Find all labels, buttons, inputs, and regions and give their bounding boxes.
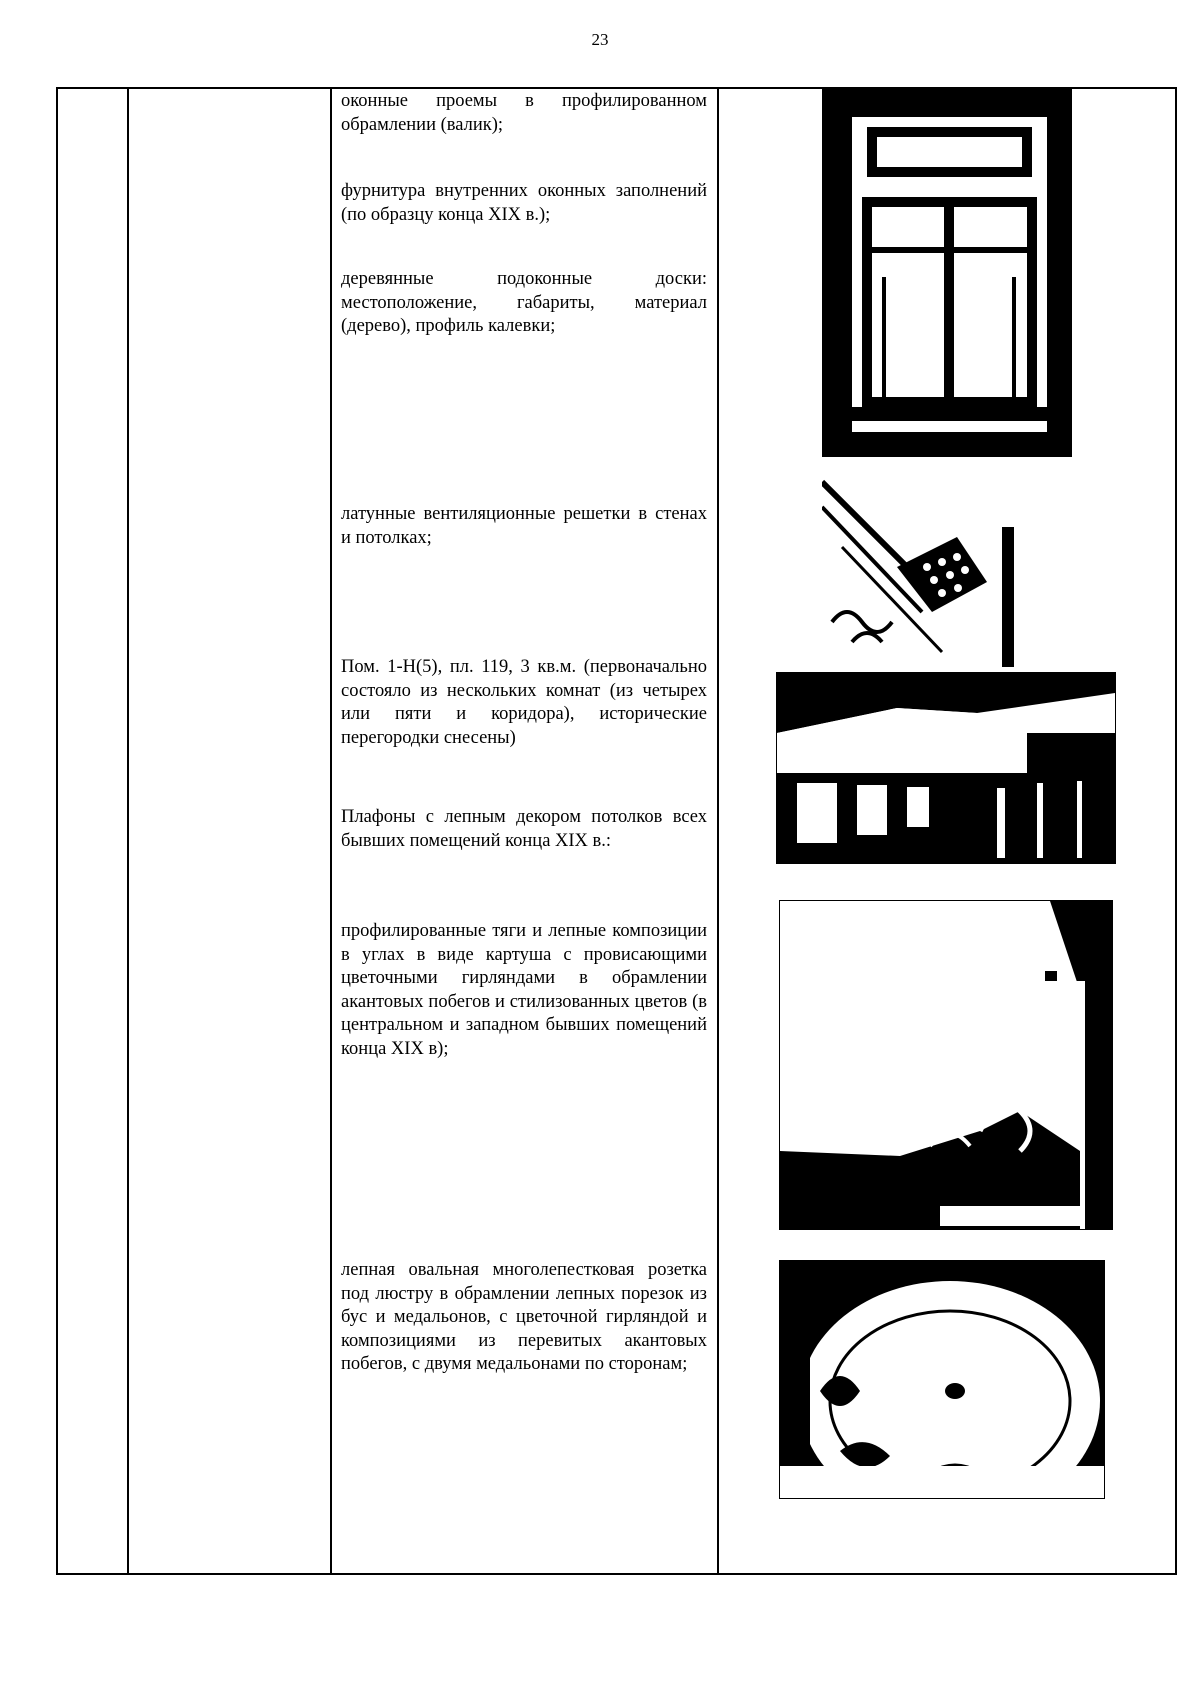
entry-window-sills: деревянные подоконные доски: местоположение, габариты, материал (дерево), профиль калевки; <box>341 269 707 336</box>
entry-vent-grilles: латунные вентиляционные решетки в стенах и потолках; <box>341 504 707 548</box>
entry-ceiling-rosette: лепная овальная многолепестковая розетка под люстру в обрамлении лепных порезок из бус и медальонов, с цветочной гирляндой и композициями из перевитых акантовых побегов, с двумя медальонами по сторонам; <box>341 1260 707 1374</box>
window-photo <box>822 87 1072 457</box>
entry-premises: Пом. 1-Н(5), пл. 119, 3 кв.м. (первоначально состояло из нескольких комнат (из четырех или пяти и коридора), исторические перегородки снесены) <box>341 657 707 748</box>
ceiling-rosette-photo <box>779 1260 1105 1499</box>
ceiling-corner-photo <box>779 900 1113 1230</box>
entry-window-fittings: фурнитура внутренних оконных заполнений (по образцу конца XIX в.); <box>341 181 707 225</box>
column-divider-3 <box>717 87 719 1575</box>
entry-profiled-cornices: профилированные тяги и лепные композиции в углах в виде картуша с провисающими цветочными гирляндами в обрамлении акантовых побегов и стилизованных цветов (в центральном и западном бывших помещений конца XIX в); <box>341 921 707 1059</box>
page-number: 23 <box>591 30 609 49</box>
vent-grille-photo <box>822 462 1072 667</box>
column-divider-2 <box>330 87 332 1575</box>
entry-ceiling-plafonds: Плафоны с лепным декором потолков всех бывших помещений конца XIX в.: <box>341 807 707 851</box>
room-interior-photo <box>776 672 1116 864</box>
entry-window-openings: оконные проемы в профилированном обрамлении (валик); <box>341 91 707 135</box>
column-divider-1 <box>127 87 129 1575</box>
